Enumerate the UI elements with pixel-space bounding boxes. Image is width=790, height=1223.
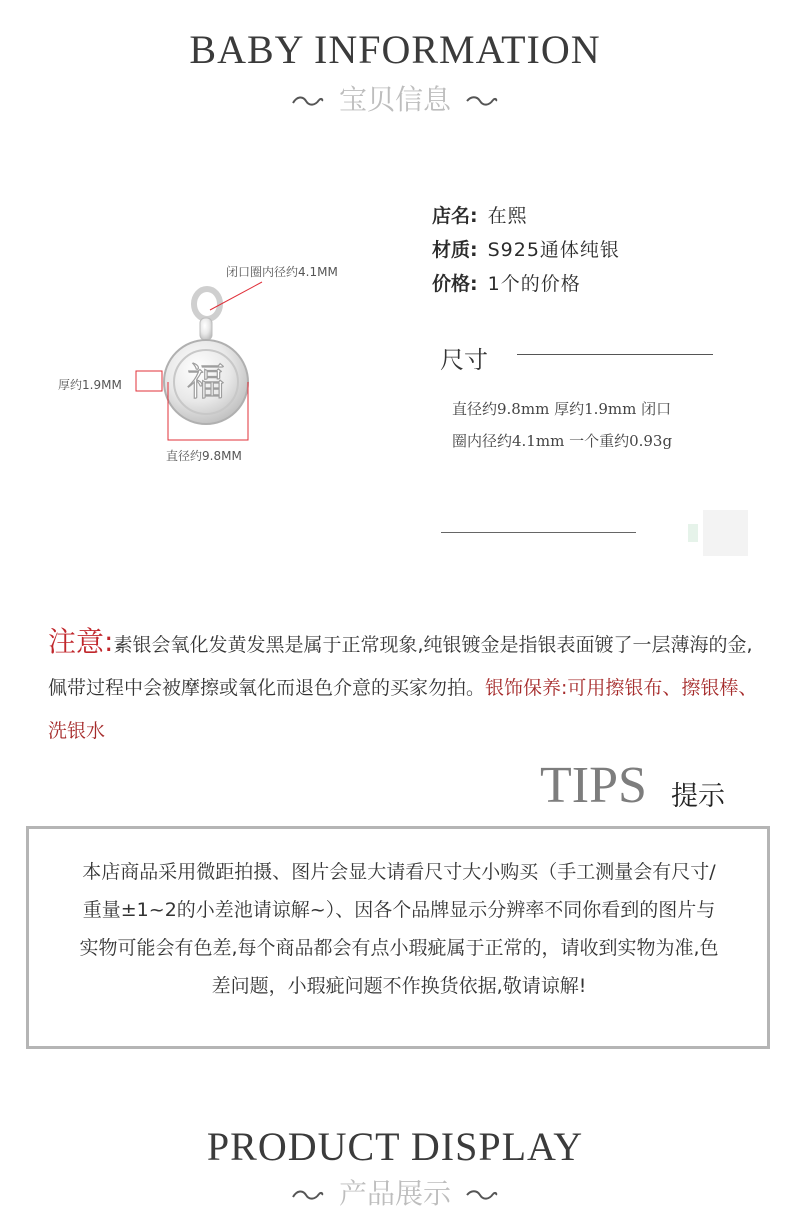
tips-subtitle: 提示: [671, 781, 725, 812]
spec-value-shop: 在熙: [487, 205, 528, 227]
section-subtitle-product-display: [0, 1172, 790, 1212]
pendant-character: 福: [186, 360, 226, 404]
annotation-bracket-thickness: [136, 371, 162, 391]
notice-body: 素银会氧化发黄发黑是属于正常现象,纯银镀金是指银表面镀了一层薄海的金,佩带过程中会被摩擦或氧化而退色介意的买家勿拍。: [48, 634, 753, 699]
section-title-product-display: PRODUCT DISPLAY: [206, 1124, 584, 1169]
spec-row-price: [432, 269, 581, 296]
tips-title: TIPS: [540, 757, 647, 814]
swirl-right-icon: [465, 94, 499, 108]
tips-body: 本店商品采用微距拍摄、图片会显大请看尺寸大小购买（手工测量会有尺寸/重量±1~2的小差池请谅解~）、因各个品牌显示分辨率不同你看到的图片与实物可能会有色差,每个商品都会有点小瑕疵属于正常的，请收到实物为准,色差问题，小瑕疵问题不作换货依据,敬请谅解!: [79, 861, 719, 997]
pendant-bail: [200, 318, 212, 340]
spec-value-material: S925通体纯银: [487, 239, 620, 261]
pendant-illustration: [40, 250, 380, 470]
decor-block-gray: [703, 510, 748, 556]
size-line-1: 直径约9.8mm 厚约1.9mm 闭口: [452, 400, 672, 418]
spec-label-material: 材质:: [432, 239, 478, 261]
section-subtitle-baby-information: [0, 78, 790, 118]
tips-box: [26, 826, 770, 1049]
notice-paragraph: [48, 620, 760, 753]
swirl-left-icon: [291, 94, 325, 108]
spec-bottom-divider: [441, 532, 636, 533]
notice-care: 银饰保养:可用擦银布、擦银棒、洗银水: [48, 677, 758, 742]
spec-label-price: 价格:: [432, 273, 478, 295]
section-subtitle-text: 产品展示: [338, 1177, 451, 1210]
decor-block-green: [688, 524, 698, 542]
section-title-baby-information: BABY INFORMATION: [189, 27, 601, 72]
section-subtitle-text: 宝贝信息: [338, 83, 451, 116]
annotation-thickness: 厚约1.9MM: [58, 378, 122, 392]
size-line-2: 圈内径约4.1mm 一个重约0.93g: [452, 432, 673, 450]
swirl-right-icon: [465, 1188, 499, 1202]
swirl-left-icon: [291, 1188, 325, 1202]
annotation-inner-ring: 闭口圈内径约4.1MM: [226, 265, 338, 279]
size-divider: [517, 354, 713, 355]
jump-ring: [194, 289, 220, 319]
spec-label-shop: 店名:: [432, 205, 478, 227]
notice-label: 注意:: [48, 625, 114, 658]
size-heading: 尺寸: [440, 346, 488, 374]
annotation-diameter: 直径约9.8MM: [166, 449, 242, 463]
spec-value-price: 1个的价格: [487, 273, 581, 295]
spec-row-material: [432, 235, 620, 262]
spec-row-shop: [432, 201, 528, 228]
